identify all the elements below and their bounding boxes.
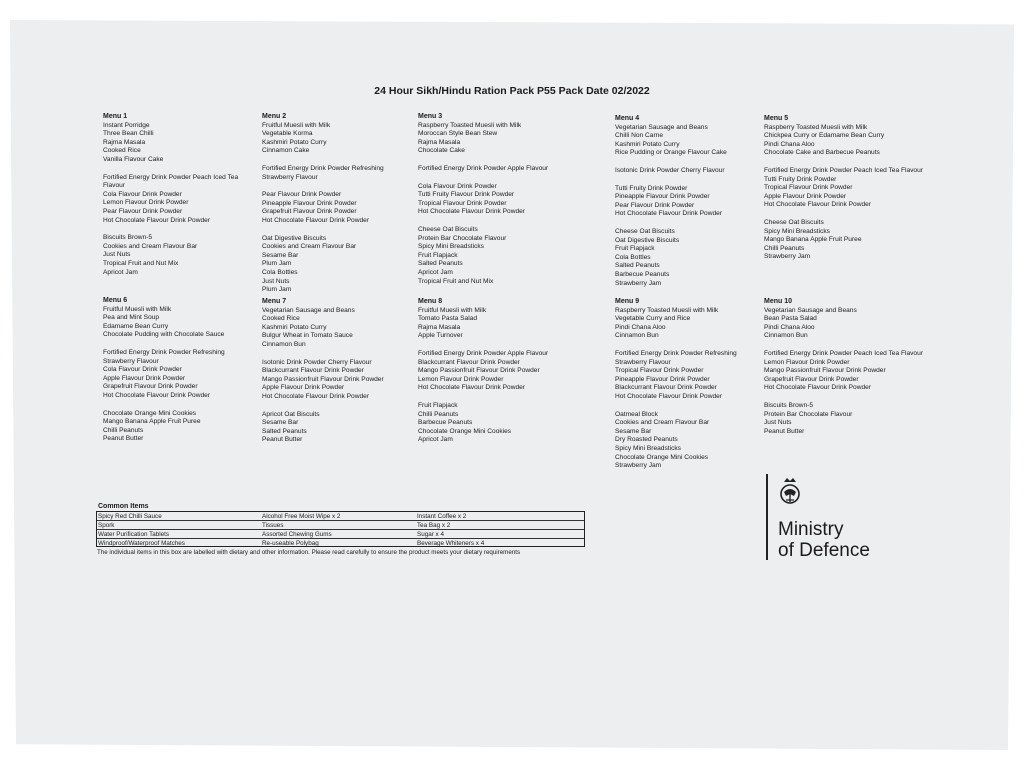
menu-heading: Menu 8 <box>418 298 443 305</box>
menu-item: Fruit Flapjack <box>615 245 655 253</box>
menu-item: Pineapple Flavour Drink Powder <box>262 199 357 207</box>
menu-item-group <box>418 183 588 217</box>
menu-item: Oat Digestive Biscuits <box>615 236 680 244</box>
menu-1 <box>103 113 273 277</box>
menu-4 <box>615 115 785 288</box>
menu-item-group <box>615 228 785 288</box>
menu-item: Fortified Energy Drink Powder Peach Iced Tea <box>103 173 239 181</box>
menu-item: Cinnamon Bun <box>764 332 808 340</box>
menu-item: Cola Flavour Drink Powder <box>103 190 182 198</box>
menu-item: Tomato Pasta Salad <box>418 315 478 323</box>
menu-item: Fortified Energy Drink Powder Peach Iced Tea Flavour <box>764 166 923 174</box>
menu-item: Strawberry Jam <box>615 462 662 470</box>
logo-divider <box>766 474 768 560</box>
menu-item-group <box>764 219 934 262</box>
menu-item-group <box>103 349 273 401</box>
menu-heading: Menu 7 <box>262 298 287 305</box>
common-item: Sugar x 4 <box>417 531 444 538</box>
common-item: Spork <box>98 522 115 529</box>
menu-item: Biscuits Brown-5 <box>103 234 153 242</box>
menu-10 <box>764 298 934 436</box>
menu-item: Sesame Bar <box>615 427 652 435</box>
menu-item: Bean Pasta Salad <box>764 315 817 323</box>
menu-item: Chilli Peanuts <box>418 410 459 418</box>
common-item: Assorted Chewing Gums <box>262 531 332 538</box>
menu-item: Pear Flavour Drink Powder <box>103 207 183 215</box>
menu-item: Plum Jam <box>262 286 292 294</box>
menu-item-group <box>418 165 588 174</box>
menu-item: Apple Flavour Drink Powder <box>764 192 847 200</box>
menu-item: Apricot Jam <box>103 268 138 276</box>
menu-item: Blackcurrant Flavour Drink Powder <box>418 358 520 366</box>
common-items-table <box>96 511 585 547</box>
menu-item: Strawberry Flavour <box>615 358 671 366</box>
menu-item: Cola Flavour Drink Powder <box>418 182 497 190</box>
menu-item: Kashmiri Potato Curry <box>615 140 680 148</box>
menu-item: Fortified Energy Drink Powder Refreshing <box>262 164 384 172</box>
common-item: Water Purification Tablets <box>98 531 170 538</box>
menu-item: Rice Pudding or Orange Flavour Cake <box>615 149 727 157</box>
menu-item: Hot Chocolate Flavour Drink Powder <box>615 210 723 218</box>
menu-item: Hot Chocolate Flavour Drink Powder <box>418 208 526 216</box>
menu-item: Strawberry Jam <box>764 253 811 261</box>
menu-7 <box>262 298 432 445</box>
menu-item: Cinnamon Cake <box>262 147 310 155</box>
menu-item: Hot Chocolate Flavour Drink Powder <box>764 384 872 392</box>
menu-item: Cinnamon Bun <box>615 332 659 340</box>
menu-item-group <box>764 402 934 436</box>
menu-item: Cola Bottles <box>615 253 651 261</box>
menu-item: Peanut Butter <box>103 435 144 443</box>
menu-item: Lemon Flavour Drink Powder <box>764 358 850 366</box>
menu-item: Just Nuts <box>262 277 290 285</box>
menu-item: Pineapple Flavour Drink Powder <box>615 193 710 201</box>
menu-heading: Menu 9 <box>615 298 640 305</box>
menu-item: Barbecue Peanuts <box>615 270 670 278</box>
menu-item: Peanut Butter <box>262 436 303 444</box>
menu-heading: Menu 3 <box>418 113 443 120</box>
menu-item: Tutti Fruity Drink Powder <box>764 175 837 183</box>
menu-item: Chocolate Pudding with Chocolate Sauce <box>103 331 225 339</box>
menu-item: Pindi Chana Aloo <box>764 140 815 148</box>
menu-item: Chilli Peanuts <box>764 244 805 252</box>
menu-heading: Menu 2 <box>262 113 287 120</box>
menu-item: Spicy Mini Breadsticks <box>764 227 830 235</box>
menu-item: Raspberry Toasted Muesli with Milk <box>764 123 868 131</box>
menu-item: Spicy Mini Breadsticks <box>418 243 484 251</box>
menu-item: Apple Turnover <box>418 332 463 340</box>
menu-item: Fruitful Muesli with Milk <box>262 121 331 129</box>
menu-item: Hot Chocolate Flavour Drink Powder <box>103 391 211 399</box>
menu-item: Tutti Fruity Flavour Drink Powder <box>418 191 515 199</box>
menu-item-group <box>418 307 588 341</box>
menu-item: Mango Passionfruit Flavour Drink Powder <box>764 367 886 375</box>
menu-item: Hot Chocolate Flavour Drink Powder <box>615 392 723 400</box>
menu-item: Salted Peanuts <box>418 260 463 268</box>
menu-item: Apple Flavour Drink Powder <box>262 384 345 392</box>
menu-item: Sesame Bar <box>262 251 299 259</box>
menu-9 <box>615 298 785 471</box>
logo-text <box>778 519 870 561</box>
menu-item: Apricot Jam <box>418 268 453 276</box>
menu-item: Hot Chocolate Flavour Drink Powder <box>418 384 526 392</box>
menu-item: Just Nuts <box>103 251 131 259</box>
menu-item: Tropical Flavour Drink Powder <box>615 367 704 375</box>
menu-item: Fortified Energy Drink Powder Peach Iced Tea Flavour <box>764 349 923 357</box>
menu-item: Chocolate Cake and Barbecue Peanuts <box>764 149 880 157</box>
menu-item-group <box>615 350 785 402</box>
common-item: Tissues <box>262 522 284 529</box>
menu-item: Fortified Energy Drink Powder Refreshing <box>615 349 737 357</box>
common-item: Alcohol Free Moist Wipe x 2 <box>262 513 341 520</box>
common-items-row <box>97 538 584 548</box>
menu-item: Hot Chocolate Flavour Drink Powder <box>262 392 370 400</box>
menu-item-group <box>103 410 273 444</box>
menu-item-group <box>764 307 934 341</box>
menu-item: Mango Passionfruit Flavour Drink Powder <box>262 375 384 383</box>
menu-item: Vegetarian Sausage and Beans <box>262 306 355 314</box>
menu-item: Grapefruit Flavour Drink Powder <box>262 208 357 216</box>
menu-item: Pindi Chana Aloo <box>764 323 815 331</box>
menu-heading: Menu 1 <box>103 113 128 120</box>
menu-item: Chilli Peanuts <box>103 426 144 434</box>
menu-item: Chocolate Orange Mini Cookies <box>418 427 512 435</box>
menu-item: Salted Peanuts <box>615 262 660 270</box>
menu-item: Grapefruit Flavour Drink Powder <box>103 383 198 391</box>
menu-item: Strawberry Flavour <box>103 357 159 365</box>
menu-item: Salted Peanuts <box>262 427 307 435</box>
menu-item: Cinnamon Bun <box>262 340 306 348</box>
menu-item: Cooked Rice <box>103 147 141 155</box>
mod-logo <box>766 474 926 564</box>
menu-2 <box>262 113 432 295</box>
dietary-note: The individual items in this box are labelled with dietary and other information. Please read carefully to ensure the product meets your dietary requirements <box>97 549 521 556</box>
menu-item: Pear Flavour Drink Powder <box>615 201 695 209</box>
menu-item: Just Nuts <box>764 419 792 427</box>
menu-item: Edamame Bean Curry <box>103 322 169 330</box>
menu-heading: Menu 5 <box>764 115 789 122</box>
menu-item-group <box>262 307 432 350</box>
menu-item: Moroccan Style Bean Stew <box>418 130 498 138</box>
common-item: Re-useable Polybag <box>262 540 319 547</box>
menu-item: Vegetable Curry and Rice <box>615 315 691 323</box>
menu-item: Hot Chocolate Flavour Drink Powder <box>764 201 872 209</box>
menu-item-group <box>615 307 785 341</box>
menu-item-group <box>615 124 785 158</box>
menu-heading: Menu 6 <box>103 297 128 304</box>
menu-item: Raspberry Toasted Muesli with Milk <box>418 121 522 129</box>
menu-item-group <box>262 191 432 225</box>
menu-item: Barbecue Peanuts <box>418 419 473 427</box>
menu-item-group <box>262 122 432 156</box>
menu-item-group <box>103 306 273 340</box>
menu-item: Bulgur Wheat in Tomato Sauce <box>262 332 353 340</box>
menu-item-group <box>262 411 432 445</box>
menu-item: Plum Jam <box>262 260 292 268</box>
menu-item: Apricot Jam <box>418 436 453 444</box>
menu-item-group <box>615 185 785 219</box>
menu-item-group <box>764 350 934 393</box>
menu-item-group <box>615 167 785 176</box>
menu-item: Pea and Mint Soup <box>103 314 160 322</box>
logo-line-1: Ministry <box>778 519 844 540</box>
menu-item: Strawberry Flavour <box>262 173 318 181</box>
menu-8 <box>418 298 588 445</box>
menu-item: Kashmiri Potato Curry <box>262 323 327 331</box>
menu-item: Chocolate Orange Mini Cookies <box>615 453 709 461</box>
common-items-label: Common Items <box>98 503 149 510</box>
menu-item: Chilli Non Carne <box>615 132 664 140</box>
menu-item: Tropical Flavour Drink Powder <box>418 199 507 207</box>
common-item: Spicy Red Chilli Sauce <box>98 513 162 520</box>
menu-item: Cooked Rice <box>262 315 300 323</box>
menu-item: Fortified Energy Drink Powder Apple Flavour <box>418 164 549 172</box>
menu-item: Apple Flavour Drink Powder <box>103 374 186 382</box>
menu-item-group <box>615 411 785 471</box>
menu-item: Strawberry Jam <box>615 279 662 287</box>
menu-item: Instant Porridge <box>103 121 150 129</box>
common-item: Beverage Whiteners x 4 <box>417 540 485 547</box>
menu-item: Lemon Flavour Drink Powder <box>418 375 504 383</box>
menu-item: Biscuits Brown-5 <box>764 401 814 409</box>
menu-item: Pindi Chana Aloo <box>615 323 666 331</box>
menu-item: Spicy Mini Breadsticks <box>615 444 681 452</box>
menu-item: Flavour <box>103 182 125 190</box>
menu-item-group <box>418 350 588 393</box>
menu-item-group <box>764 167 934 210</box>
menu-item: Vegetable Korma <box>262 130 313 138</box>
menu-item-group <box>103 234 273 277</box>
menu-item: Cheese Oat Biscuits <box>615 227 675 235</box>
menu-item: Fruitful Muesli with Milk <box>103 305 172 313</box>
menu-item: Tropical Fruit and Nut Mix <box>103 259 179 267</box>
menu-item: Vegetarian Sausage and Beans <box>615 123 708 131</box>
menu-item: Sesame Bar <box>262 419 299 427</box>
menu-item: Tropical Fruit and Nut Mix <box>418 277 494 285</box>
menu-item: Cheese Oat Biscuits <box>764 218 824 226</box>
menu-item: Protein Bar Chocolate Flavour <box>764 410 853 418</box>
menu-item-group <box>764 124 934 158</box>
menu-item-group <box>262 235 432 295</box>
crest-icon <box>776 476 804 508</box>
menu-item: Cola Flavour Drink Powder <box>103 366 182 374</box>
menu-item: Raspberry Toasted Muesli with Milk <box>615 306 719 314</box>
menu-item: Mango Banana Apple Fruit Puree <box>764 236 862 244</box>
menu-item: Chocolate Cake <box>418 147 465 155</box>
menu-item: Tutti Fruity Drink Powder <box>615 184 688 192</box>
menu-item: Rajma Masala <box>103 138 146 146</box>
menu-item: Rajma Masala <box>418 138 461 146</box>
menu-item-group <box>418 226 588 286</box>
menu-item-group <box>418 402 588 445</box>
menu-item: Pineapple Flavour Drink Powder <box>615 375 710 383</box>
menu-item: Mango Passionfruit Flavour Drink Powder <box>418 367 540 375</box>
menu-item: Fortified Energy Drink Powder Apple Flavour <box>418 349 549 357</box>
menu-item-group <box>262 165 432 182</box>
logo-line-2: of Defence <box>778 540 870 561</box>
menu-item: Tropical Flavour Drink Powder <box>764 184 853 192</box>
menu-item: Apricot Oat Biscuits <box>262 410 320 418</box>
menu-item: Kashmiri Potato Curry <box>262 138 327 146</box>
menu-item: Grapefruit Flavour Drink Powder <box>764 375 859 383</box>
menu-item-group <box>262 359 432 402</box>
menu-5 <box>764 115 934 262</box>
menu-heading: Menu 4 <box>615 115 640 122</box>
menu-item: Oat Digestive Biscuits <box>262 234 327 242</box>
menu-item: Chocolate Orange Mini Cookies <box>103 409 197 417</box>
menu-item: Fortified Energy Drink Powder Refreshing <box>103 348 225 356</box>
menu-item: Three Bean Chilli <box>103 130 154 138</box>
menu-item: Fruit Flapjack <box>418 401 458 409</box>
menu-item-group <box>418 122 588 156</box>
menu-item: Fruit Flapjack <box>418 251 458 259</box>
menu-item: Vegetarian Sausage and Beans <box>764 306 857 314</box>
menu-item: Mango Banana Apple Fruit Puree <box>103 418 201 426</box>
menu-3 <box>418 113 588 286</box>
menu-item: Oatmeal Block <box>615 410 658 418</box>
menu-item-group <box>103 122 273 165</box>
menu-item: Hot Chocolate Flavour Drink Powder <box>262 216 370 224</box>
menu-item: Peanut Butter <box>764 427 805 435</box>
menu-item: Isotonic Drink Powder Cherry Flavour <box>615 166 725 174</box>
menu-item-group <box>103 174 273 226</box>
menu-item: Cookies and Cream Flavour Bar <box>262 243 357 251</box>
common-item: Instant Coffee x 2 <box>417 513 467 520</box>
menu-item: Rajma Masala <box>418 323 461 331</box>
menu-item: Cookies and Cream Flavour Bar <box>103 242 198 250</box>
menu-item: Pear Flavour Drink Powder <box>262 191 342 199</box>
menu-item: Blackcurrant Flavour Drink Powder <box>262 367 364 375</box>
menu-item: Isotonic Drink Powder Cherry Flavour <box>262 358 372 366</box>
menu-item: Blackcurrant Flavour Drink Powder <box>615 384 717 392</box>
menu-item: Cola Bottles <box>262 268 298 276</box>
menu-item: Protein Bar Chocolate Flavour <box>418 234 507 242</box>
menu-heading: Menu 10 <box>764 298 793 305</box>
menu-item: Hot Chocolate Flavour Drink Powder <box>103 216 211 224</box>
common-item: Windproof/Waterproof Matches <box>98 540 185 547</box>
page-title: 24 Hour Sikh/Hindu Ration Pack P55 Pack Date 02/2022 <box>374 85 650 97</box>
menu-item: Fruitful Muesli with Milk <box>418 306 487 314</box>
menu-6 <box>103 297 273 444</box>
menu-item: Lemon Flavour Drink Powder <box>103 199 189 207</box>
menu-item: Dry Roasted Peanuts <box>615 436 678 444</box>
common-item: Tea Bag x 2 <box>417 522 451 529</box>
menu-item: Chickpea Curry or Edamame Bean Curry <box>764 132 885 140</box>
menu-item: Cookies and Cream Flavour Bar <box>615 419 710 427</box>
menu-item: Cheese Oat Biscuits <box>418 225 478 233</box>
menu-item: Vanilla Flavour Cake <box>103 155 164 163</box>
